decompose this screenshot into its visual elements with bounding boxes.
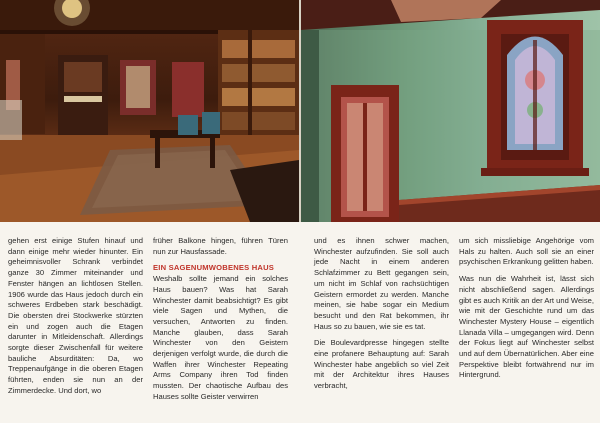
paragraph: früher Balkone hingen, führen Türen nun zur Hausfassade. — [153, 236, 288, 256]
paragraph: Weshalb sollte jemand ein solches Haus bauen? Was hat Sarah Winchester damit beabsichtigt? Es gibt viele Sagen und Mythen, die versuchen, Antworten zu finden. Manche glauben, dass Sarah Winchester von den Geistern derjenigen verfolgt wurde, die durch die Waffen ihrer Winchester Repeating Arms Company ihren Tod finden mussten. Der chaotische Aufbau des Hauses sollte Geister verwirren — [153, 274, 288, 401]
section-heading: EIN SAGENUMWOBENES HAUS — [153, 263, 275, 273]
paragraph: und es ihnen schwer machen, Winchester aufzufinden. Sie soll auch jede Nacht in einem anderen Schlafzimmer zu Bett gegangen sein, um nicht im Schlaf von rachsüchtigen Geistern ermordet zu werden. Manche meinen, sie habe sogar ein Medium besucht und den Rat bekommen, ihr Haus so zu bauen, wie sie es tat. — [314, 236, 449, 331]
paragraph: um sich missliebige Angehörige vom Hals zu halten. Auch soll sie an einer psychischen Erkrankung gelitten haben. — [459, 236, 594, 267]
stained-glass-window-photo — [301, 0, 600, 222]
text-column-2 — [153, 236, 288, 403]
library-room-photo — [0, 0, 299, 222]
article-text-area — [0, 222, 600, 423]
text-column-1 — [8, 236, 143, 397]
text-column-4 — [459, 236, 594, 381]
paragraph: gehen erst einige Stufen hinauf und dann einige mehr wieder hinunter. Ein geheimnisvoller Schrank verbindet ganze 30 Zimmer miteinander und Fenster hängen an lichtlosen Stellen. 1906 wurde das Haus jedoch durch ein schweres Erdbeben stark beschädigt. Die obersten drei Stockwerke stürzten ein und zogen auch die Etagen darunter in Mitleidenschaft. Allerdings sorgte dieser Zwischenfall für weitere bauliche Absurditäten: Da, wo Treppenaufgänge in die oberen Etagen führten, enden sie nun an der Zimmerdecke. Und dort, wo — [8, 236, 143, 395]
text-column-3 — [314, 236, 449, 392]
paragraph: Die Boulevardpresse hingegen stellte eine profanere Behauptung auf: Sarah Winchester habe angeblich so viel Zeit mit der Architektur ihres Hauses verbracht, — [314, 338, 449, 391]
paragraph: Was nun die Wahrheit ist, lässt sich nicht abschließend sagen. Allerdings gibt es auch Kritik an der Art und Weise, wie mit der Geschichte rund um das Winchester Mystery House – eigentlich Llanada Villa – umgegangen wird. Denn der Fokus liegt auf Winchester selbst und auf dem Übernatürlichen. Aber eine Perspektive bleibt fortwährend nur im Hintergrund. — [459, 274, 594, 380]
library-room-photo-icon — [0, 0, 299, 222]
stained-glass-window-photo-icon — [301, 0, 600, 222]
